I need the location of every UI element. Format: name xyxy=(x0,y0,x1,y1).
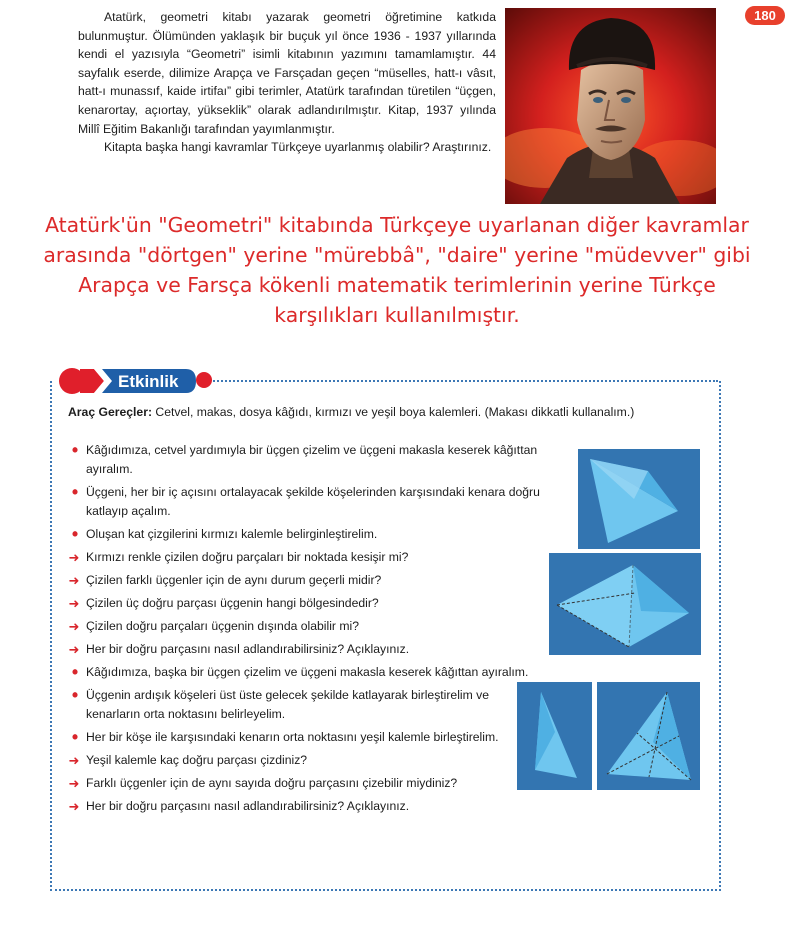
tools-label: Araç Gereçler: xyxy=(68,405,153,419)
list-item: ➜ Çizilen farklı üçgenler için de aynı durum geçerli midir? xyxy=(62,571,542,590)
bullet-dot-icon: • xyxy=(71,524,79,544)
intro-paragraph-2: Kitapta başka hangi kavramlar Türkçeye uyarlanmış olabilir? Araştırınız. xyxy=(104,140,492,155)
answer-text: Atatürk'ün "Geometri" kitabında Türkçeye uyarlanan diğer kavramlar arasında "dörtgen" yerine "mürebbâ", "daire" yerine "müdevver" gibi Arapça ve Farsça kökenli matematik terimlerinin yerine Türkçe karşılıkları kullanılmıştır. xyxy=(43,213,751,327)
bullet-dot-icon: • xyxy=(71,685,79,705)
triangle-fold-lines-illustration xyxy=(549,553,701,655)
arrow-right-icon: ➜ xyxy=(68,596,80,611)
ataturk-portrait xyxy=(505,8,716,204)
arrow-right-icon: ➜ xyxy=(68,550,80,565)
triangle-illustration xyxy=(517,682,592,790)
arrow-right-icon: ➜ xyxy=(68,642,80,657)
folded-triangle-illustration xyxy=(578,449,700,549)
list-item: ➜ Kırmızı renkle çizilen doğru parçaları bir noktada kesişir mi? xyxy=(62,548,542,567)
triangle-medians-illustration xyxy=(597,682,700,790)
intro-text xyxy=(78,8,496,157)
list-item: ➜ Her bir doğru parçasını nasıl adlandırabilirsiniz? Açıklayınız. xyxy=(62,640,542,659)
banner-right-dot xyxy=(196,372,212,388)
list-item: ➜ Çizilen doğru parçaları üçgenin dışında olabilir mi? xyxy=(62,617,542,636)
list-item: • Üçgenin ardışık köşeleri üst üste gelecek şekilde katlayarak birleştirelim ve kenarların orta noktasını belirleyelim. xyxy=(62,686,542,724)
triangle-photo-3 xyxy=(517,682,592,790)
activity-header xyxy=(58,366,728,396)
list-item: ➜ Her bir doğru parçasını nasıl adlandırabilirsiniz? Açıklayınız. xyxy=(62,797,542,816)
triangle-medians-photo-4 xyxy=(597,682,700,790)
arrow-right-icon: ➜ xyxy=(68,753,80,768)
list-item: • Her bir köşe ile karşısındaki kenarın orta noktasını yeşil kalemle birleştirelim. xyxy=(62,728,542,747)
activity-banner xyxy=(58,366,218,396)
tools-list xyxy=(68,403,708,422)
bullet-dot-icon: • xyxy=(71,662,79,682)
bullet-dot-icon: • xyxy=(71,482,79,502)
page-number-badge: 180 xyxy=(745,6,785,25)
folded-triangle-photo-2 xyxy=(549,553,701,655)
list-item: • Üçgeni, her bir iç açısını ortalayacak şekilde köşelerinden karşısındaki kenara doğru katlayıp açalım. xyxy=(62,483,542,521)
portrait-illustration xyxy=(505,8,716,204)
activity-items xyxy=(62,441,542,816)
bullet-dot-icon: • xyxy=(71,440,79,460)
list-item: • Oluşan kat çizgilerini kırmızı kalemle belirginleştirelim. xyxy=(62,525,542,544)
arrow-right-icon: ➜ xyxy=(68,619,80,634)
intro-paragraph-1: Atatürk, geometri kitabı yazarak geometri öğretimine katkıda bulunmuştur. Ölümünden yaklaşık bir buçuk yıl önce 1936 - 1937 yıllarında kendi el yazısıyla “Geometri” isimli kitabının yazımını tamamlamıştır. 44 sayfalık eserde, dilimize Arapça ve Farsçadan geçen “müselles, hatt-ı vâsıt, hatt-ı munassıf, kaide irtifaı” gibi terimler, Atatürk tarafından türetilen “üçgen, kenarortay, açıortay, yükseklik” olarak adlandırılmıştır. Kitap, 1937 yılında Millî Eğitim Bakanlığı tarafından yayımlanmıştır. xyxy=(78,10,496,136)
folded-triangle-photo-1 xyxy=(578,449,700,549)
list-item: • Kâğıdımıza, başka bir üçgen çizelim ve üçgeni makasla keserek kâğıttan ayıralım. xyxy=(62,663,542,682)
list-item: ➜ Çizilen üç doğru parçası üçgenin hangi bölgesindedir? xyxy=(62,594,542,613)
list-item: ➜ Yeşil kalemle kaç doğru parçası çizdiniz? xyxy=(62,751,542,770)
arrow-right-icon: ➜ xyxy=(68,573,80,588)
bullet-dot-icon: • xyxy=(71,727,79,747)
activity-title: Etkinlik xyxy=(118,372,179,391)
list-item: ➜ Farklı üçgenler için de aynı sayıda doğru parçasını çizebilir miydiniz? xyxy=(62,774,542,793)
arrow-right-icon: ➜ xyxy=(68,776,80,791)
tools-text: Cetvel, makas, dosya kâğıdı, kırmızı ve yeşil boya kalemleri. (Makası dikkatli kullanalım.) xyxy=(152,405,635,419)
arrow-right-icon: ➜ xyxy=(68,799,80,814)
list-item: • Kâğıdımıza, cetvel yardımıyla bir üçgen çizelim ve üçgeni makasla keserek kâğıttan ayıralım. xyxy=(62,441,542,479)
